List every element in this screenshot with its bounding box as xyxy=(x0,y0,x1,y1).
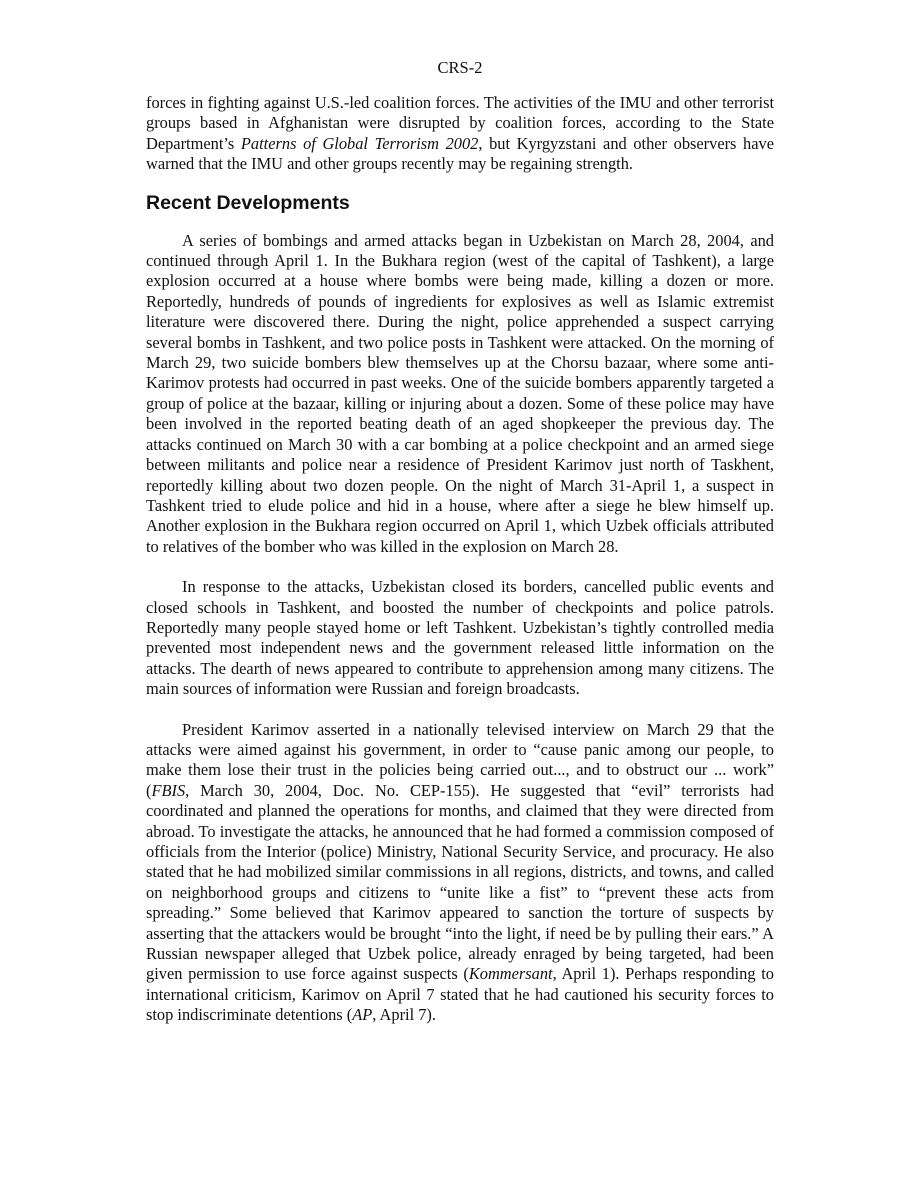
document-body xyxy=(146,93,774,1026)
karimov-text-3: , April 1). Perhaps responding to international criticism, Karimov on April 7 stated that he had cautioned his security forces to stop indiscriminate detentions ( xyxy=(146,964,774,1025)
karimov-text-1: President Karimov asserted in a nationally televised interview on March 29 that the attacks were aimed against his government, in order to “cause panic among our people, to make them lose their trust in the policies being carried out..., and to obstruct our ... work” ( xyxy=(146,719,774,800)
citation-kommersant: Kommersant xyxy=(468,964,553,984)
paragraph-spacer xyxy=(146,557,774,577)
page-number-header: CRS-2 xyxy=(437,58,483,77)
report-title-citation: Patterns of Global Terrorism 2002 xyxy=(240,133,479,153)
paragraph-spacer xyxy=(146,700,774,720)
paragraph-karimov xyxy=(146,720,774,1026)
karimov-text-4: , April 7). xyxy=(372,1005,436,1025)
section-heading: Recent Developments xyxy=(146,191,350,214)
karimov-text-2: , March 30, 2004, Doc. No. CEP-155). He suggested that “evil” terrorists had coordinated and planned the operations for months, and claimed that they were directed from abroad. To investigate the attacks, he announced that he had formed a commission composed of officials from the Interior (police) Ministry, National Security Service, and procuracy. He also stated that he had mobilized similar commissions in all regions, districts, and towns, and called on neighborhood groups and citizens to “unite like a fist” to “prevent these acts from spreading.” Some believed that Karimov appeared to sanction the torture of suspects by asserting that the attackers would be brought “into the light, if need be by pulling their ears.” A Russian newspaper alleged that Uzbek police, already enraged by being targeted, had been given permission to use force against suspects ( xyxy=(146,780,774,984)
intro-paragraph xyxy=(146,93,774,175)
intro-text-1: forces in fighting against U.S.-led coalition forces. The activities of the IMU and other terrorist groups based in Afghanistan were disrupted by coalition forces, according to the State Department’s xyxy=(146,93,774,153)
intro-text-2: , but Kyrgyzstani and other observers have warned that the IMU and other groups recently may be regaining strength. xyxy=(146,133,774,174)
citation-ap: AP xyxy=(352,1005,373,1025)
citation-fbis: FBIS xyxy=(151,780,186,800)
paragraph-attacks: A series of bombings and armed attacks began in Uzbekistan on March 28, 2004, and continued through April 1. In the Bukhara region (west of the capital of Tashkent), a large explosion occurred at a house where bombs were being made, killing a dozen or more. Reportedly, hundreds of pounds of ingredients for explosives as well as Islamic extremist literature were discovered there. During the night, police apprehended a suspect carrying several bombs in Tashkent, and two police posts in Tashkent were attacked. On the morning of March 29, two suicide bombers blew themselves up at the Chorsu bazaar, where some anti-Karimov protests had occurred in past weeks. One of the suicide bombers apparently targeted a group of police at the bazaar, killing or injuring about a dozen. Some of these police may have been involved in the reported beating death of an aged shopkeeper the previous day. The attacks continued on March 30 with a car bombing at a police checkpoint and an armed siege between militants and police near a residence of President Karimov just north of Taskhent, reportedly killing about two dozen people. On the night of March 31-April 1, a suspect in Tashkent tried to elude police and hid in a house, where after a siege he blew himself up. Another explosion in the Bukhara region occurred on April 1, which Uzbek officials attributed to relatives of the bomber who was killed in the explosion on March 28. xyxy=(146,230,774,556)
paragraph-response: In response to the attacks, Uzbekistan closed its borders, cancelled public events and closed schools in Tashkent, and boosted the number of checkpoints and police patrols. Reportedly many people stayed home or left Tashkent. Uzbekistan’s tightly controlled media prevented most independent news and the government released little information on the attacks. The dearth of news appeared to contribute to apprehension among many citizens. The main sources of information were Russian and foreign broadcasts. xyxy=(146,577,774,699)
